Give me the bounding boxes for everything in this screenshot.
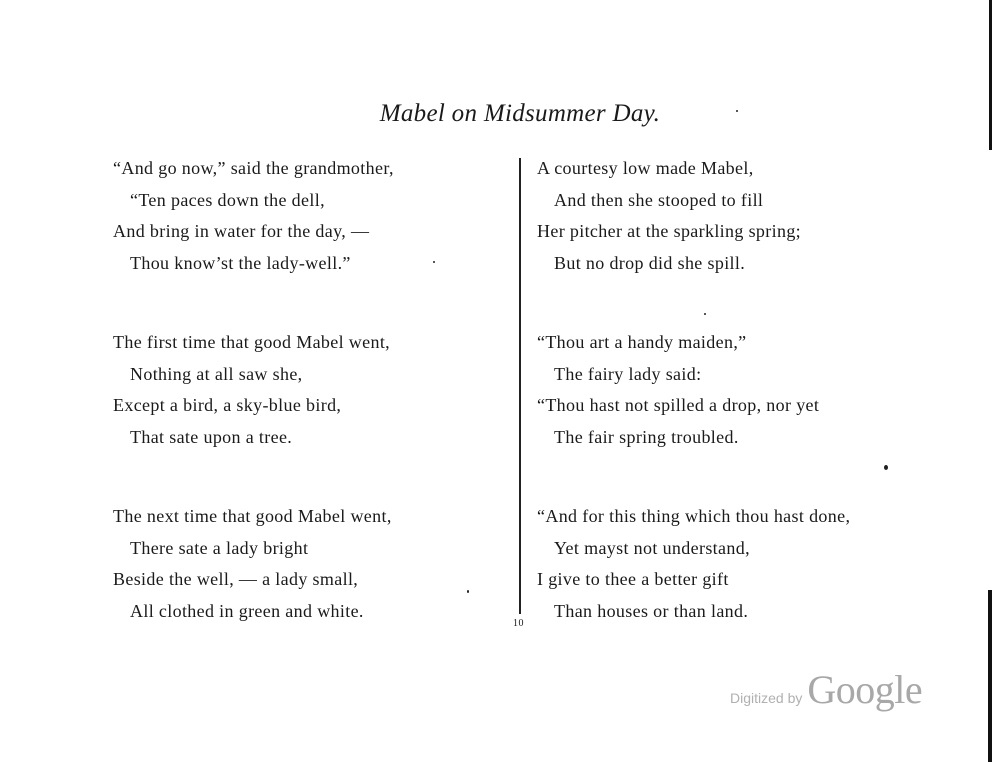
poem-line: The next time that good Mabel went, [113,506,392,526]
print-speck [433,261,435,263]
poem-line: There sate a lady bright [130,537,309,558]
poem-line: “Thou hast not spilled a drop, nor yet [537,395,820,415]
stanza [113,327,513,453]
stanza [113,501,513,627]
page-edge-line [988,590,992,762]
poem-line: The fair spring troubled. [554,426,739,447]
stanza [537,501,957,627]
poem-line: “Thou art a handy maiden,” [537,332,747,352]
poem-line: And bring in water for the day, — [113,221,370,241]
print-speck [467,590,469,593]
poem-line: Thou know’st the lady-well.” [130,252,351,273]
stanza [537,153,957,279]
left-column [113,153,513,627]
stanza [537,327,957,453]
page-number: 10 [513,618,524,629]
right-column [537,153,957,627]
poem-line: Than houses or than land. [554,600,749,621]
poem-line: “And for this thing which thou hast done, [537,506,851,526]
poem-line: All clothed in green and white. [130,600,364,621]
print-speck [884,465,888,470]
poem-line: Nothing at all saw she, [130,363,303,384]
poem-line: Yet mayst not understand, [554,537,750,558]
poem-line: The first time that good Mabel went, [113,332,391,352]
page-edge-line [989,0,992,150]
poem-line: The fairy lady said: [554,363,702,384]
poem-line: Except a bird, a sky-blue bird, [113,395,342,415]
poem-line: A courtesy low made Mabel, [537,158,754,178]
column-divider [519,158,521,614]
poem-line: “Ten paces down the dell, [130,189,325,210]
poem-line: Her pitcher at the sparkling spring; [537,221,802,241]
poem-line: Beside the well, — a lady small, [113,569,359,589]
poem-line: And then she stooped to fill [554,189,764,210]
poem-line: But no drop did she spill. [554,252,746,273]
digitized-watermark [730,666,922,713]
poem-line: I give to thee a better gift [537,569,729,589]
print-speck [736,110,738,112]
stanza [113,153,513,279]
google-logo: Google [807,667,923,712]
page-title: Mabel on Midsummer Day. [379,100,661,127]
poem-line: “And go now,” said the grandmother, [113,158,394,178]
watermark-prefix: Digitized by [730,690,803,706]
print-speck [704,313,706,315]
poem-line: That sate upon a tree. [130,426,293,447]
